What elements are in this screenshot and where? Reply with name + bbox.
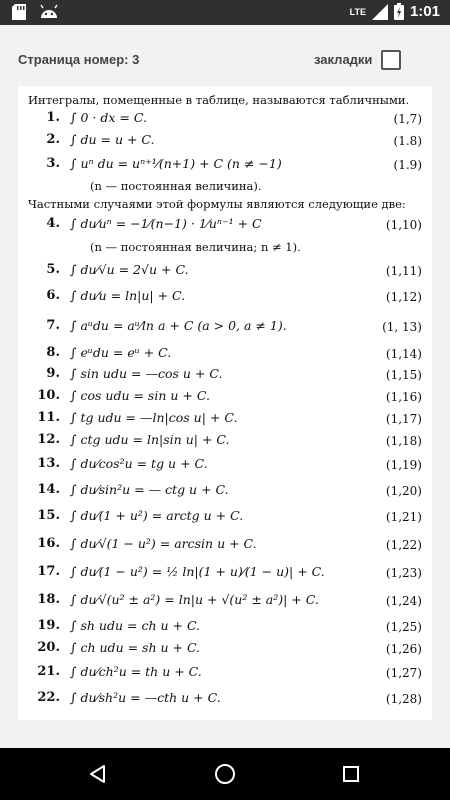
formula-number: 18.	[37, 592, 60, 607]
formula-expression: ∫ du⁄√u = 2√u + C.	[70, 262, 189, 277]
formula-expression: ∫ sh udu = ch u + C.	[70, 618, 201, 633]
formula-number: 17.	[37, 564, 60, 579]
formula-reference: (1,15)	[385, 368, 422, 382]
formula-expression: ∫ 0 · dx = C.	[70, 110, 147, 125]
formula-number: 8.	[46, 345, 60, 360]
battery-icon	[394, 3, 404, 20]
formula-row	[30, 110, 426, 130]
formula-row	[30, 690, 426, 710]
formula-row	[30, 288, 426, 308]
navigation-bar	[0, 748, 450, 800]
back-button[interactable]	[80, 758, 116, 790]
formula-reference: (1, 13)	[382, 320, 422, 334]
formula-expression: ∫ uⁿ du = uⁿ⁺¹⁄(n+1) + C (n ≠ −1)	[70, 156, 282, 171]
formula-expression: ∫ du⁄uⁿ = −1⁄(n−1) · 1⁄uⁿ⁻¹ + C	[70, 216, 262, 231]
status-bar-right	[350, 3, 440, 20]
formula-reference: (1,14)	[385, 347, 422, 361]
page-number-label: Страница номер: 3	[18, 52, 140, 67]
formula-row	[30, 618, 426, 638]
formula-expression: ∫ du⁄cos²u = tg u + C.	[70, 456, 208, 471]
formula-row	[30, 592, 426, 612]
bookmark-checkbox[interactable]	[381, 50, 401, 70]
formula-row	[30, 318, 426, 338]
formula-reference: (1,12)	[385, 290, 422, 304]
formula-row	[30, 345, 426, 365]
recents-icon	[342, 765, 360, 783]
formula-expression: ∫ du⁄(1 − u²) = ½ ln|(1 + u)⁄(1 − u)| + C.	[70, 564, 325, 579]
formula-reference: (1,21)	[385, 510, 422, 524]
formula-row	[30, 432, 426, 452]
note-formula-4: (n — постоянная величина; n ≠ 1).	[90, 240, 301, 254]
formula-row	[30, 664, 426, 684]
formula-reference: (1,24)	[385, 594, 422, 608]
formula-reference: (1,17)	[385, 412, 422, 426]
formula-row	[30, 132, 426, 152]
formula-row	[30, 640, 426, 660]
formula-reference: (1,20)	[385, 484, 422, 498]
formula-row	[30, 536, 426, 556]
formula-number: 2.	[46, 132, 60, 147]
formula-number: 6.	[46, 288, 60, 303]
formula-row	[30, 564, 426, 584]
status-time: 1:01	[409, 3, 440, 20]
formula-reference: (1,18)	[385, 434, 422, 448]
formula-number: 19.	[37, 618, 60, 633]
formula-expression: ∫ eᵘdu = eᵘ + C.	[70, 345, 172, 360]
formula-reference: (1,26)	[385, 642, 422, 656]
network-type: LTE	[349, 6, 366, 17]
formula-reference: (1,27)	[385, 666, 422, 680]
home-icon	[214, 763, 236, 785]
formula-row	[30, 388, 426, 408]
formula-expression: ∫ du⁄u = ln|u| + C.	[70, 288, 186, 303]
home-button[interactable]	[207, 758, 243, 790]
formula-number: 21.	[37, 664, 60, 679]
formula-reference: (1,25)	[385, 620, 422, 634]
formula-number: 20.	[37, 640, 60, 655]
formula-expression: ∫ aᵘdu = aᵘ⁄ln a + C (a > 0, a ≠ 1).	[70, 318, 287, 333]
formula-number: 5.	[46, 262, 60, 277]
formula-expression: ∫ du⁄sh²u = —cth u + C.	[70, 690, 221, 705]
formula-expression: ∫ du⁄√(1 − u²) = arcsin u + C.	[70, 536, 257, 551]
status-bar-left	[12, 4, 58, 20]
formula-expression: ∫ du⁄(1 + u²) = arctg u + C.	[70, 508, 244, 523]
formula-expression: ∫ tg udu = —ln|cos u| + C.	[70, 410, 238, 425]
signal-icon	[372, 4, 388, 20]
formula-row	[30, 262, 426, 282]
note-formula-3: (n — постоянная величина).	[90, 179, 262, 193]
formula-number: 13.	[37, 456, 60, 471]
formula-reference: (1,16)	[385, 390, 422, 404]
formula-expression: ∫ sin udu = —cos u + C.	[70, 366, 223, 381]
android-icon	[40, 4, 58, 20]
formula-reference: (1,19)	[385, 458, 422, 472]
formula-reference: (1,10)	[385, 218, 422, 232]
formula-row	[30, 482, 426, 502]
formula-expression: ∫ du = u + C.	[70, 132, 155, 147]
special-cases-text: Частными случаями этой формулы являются следующие две:	[28, 197, 406, 211]
formula-reference: (1,23)	[385, 566, 422, 580]
formula-reference: (1,28)	[385, 692, 422, 706]
formula-number: 10.	[37, 388, 60, 403]
formula-number: 4.	[46, 216, 60, 231]
formula-reference: (1,11)	[385, 264, 422, 278]
formula-number: 22.	[37, 690, 60, 705]
formula-number: 9.	[46, 366, 60, 381]
formula-number: 1.	[46, 110, 60, 125]
formula-reference: (1,7)	[393, 112, 422, 126]
formula-expression: ∫ cos udu = sin u + C.	[70, 388, 210, 403]
formula-expression: ∫ ctg udu = ln|sin u| + C.	[70, 432, 230, 447]
formula-row	[30, 156, 426, 176]
recents-button[interactable]	[333, 758, 369, 790]
formula-expression: ∫ du⁄√(u² ± a²) = ln|u + √(u² ± a²)| + C.	[70, 592, 319, 607]
formula-number: 15.	[37, 508, 60, 523]
status-bar	[0, 0, 450, 25]
formula-row	[30, 508, 426, 528]
formula-number: 12.	[37, 432, 60, 447]
formula-expression: ∫ du⁄ch²u = th u + C.	[70, 664, 202, 679]
formula-expression: ∫ ch udu = sh u + C.	[70, 640, 201, 655]
formula-number: 7.	[46, 318, 60, 333]
formula-row	[30, 410, 426, 430]
formula-number: 16.	[37, 536, 60, 551]
document-intro: Интегралы, помещенные в таблице, называются табличными.	[28, 93, 410, 107]
formula-number: 11.	[37, 410, 60, 425]
formula-reference: (1,22)	[385, 538, 422, 552]
sd-card-icon	[12, 4, 26, 20]
formula-reference: (1.8)	[393, 134, 422, 148]
formula-reference: (1.9)	[393, 158, 422, 172]
formula-expression: ∫ du⁄sin²u = — ctg u + C.	[70, 482, 229, 497]
formula-row	[30, 216, 426, 236]
formula-number: 3.	[46, 156, 60, 171]
formula-number: 14.	[37, 482, 60, 497]
formula-row	[30, 456, 426, 476]
bookmarks-label: закладки	[314, 52, 373, 67]
back-icon	[88, 764, 108, 784]
formula-row	[30, 366, 426, 386]
